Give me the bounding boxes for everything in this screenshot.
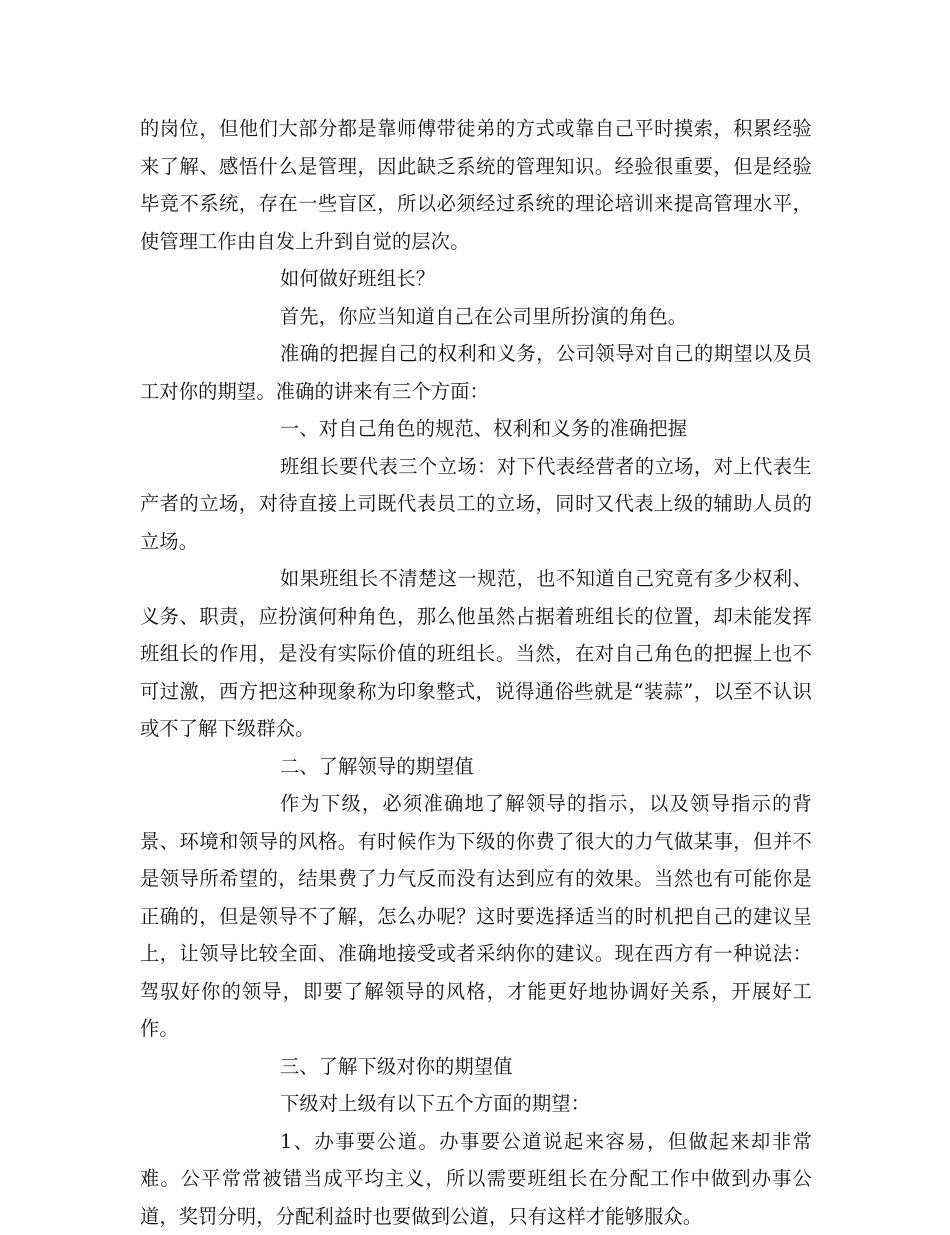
paragraph-five-expectations: 下级对上级有以下五个方面的期望： [140,1085,812,1123]
paragraph-continuation: 的岗位，但他们大部分都是靠师傅带徒弟的方式或靠自己平时摸索，积累经验来了解、感悟什么是管理，因此缺乏系统的管理知识。经验很重要，但是经验毕竟不系统，存在一些盲区，所以必须经过系统的理论培训来提高管理水平，使管理工作由自发上升到自觉的层次。 [140,110,812,260]
paragraph-three-positions: 班组长要代表三个立场：对下代表经营者的立场，对上代表生产者的立场，对待直接上司既代表员工的立场，同时又代表上级的辅助人员的立场。 [140,448,812,561]
heading-two: 二、了解领导的期望值 [140,748,812,786]
paragraph-fairness: 1、办事要公道。办事要公道说起来容易，但做起来却非常难。公平常常被错当成平均主义，所以需要班组长在分配工作中做到办事公道，奖罚分明，分配利益时也要做到公道，只有这样才能够服众。 [140,1123,812,1235]
section-question-heading: 如何做好班组长？ [140,260,812,298]
document-body [140,110,812,1235]
paragraph-rights-duties: 准确的把握自己的权利和义务，公司领导对自己的期望以及员工对你的期望。准确的讲来有三个方面： [140,335,812,410]
paragraph-leader-expectations: 作为下级，必须准确地了解领导的指示，以及领导指示的背景、环境和领导的风格。有时候作为下级的你费了很大的力气做某事，但并不是领导所希望的，结果费了力气反而没有达到应有的效果。当然也有可能你是正确的，但是领导不了解，怎么办呢？这时要选择适当的时机把自己的建议呈上，让领导比较全面、准确地接受或者采纳你的建议。现在西方有一种说法：驾驭好你的领导，即要了解领导的风格，才能更好地协调好关系，开展好工作。 [140,785,812,1048]
heading-one: 一、对自己角色的规范、权利和义务的准确把握 [140,410,812,448]
paragraph-role-clarity: 如果班组长不清楚这一规范，也不知道自己究竟有多少权利、义务、职责，应扮演何种角色，那么他虽然占据着班组长的位置，却未能发挥班组长的作用，是没有实际价值的班组长。当然，在对自己角色的把握上也不可过激，西方把这种现象称为印象整式，说得通俗些就是“装蒜”，以至不认识或不了解下级群众。 [140,560,812,748]
heading-three: 三、了解下级对你的期望值 [140,1048,812,1086]
paragraph-first: 首先，你应当知道自己在公司里所扮演的角色。 [140,298,812,336]
